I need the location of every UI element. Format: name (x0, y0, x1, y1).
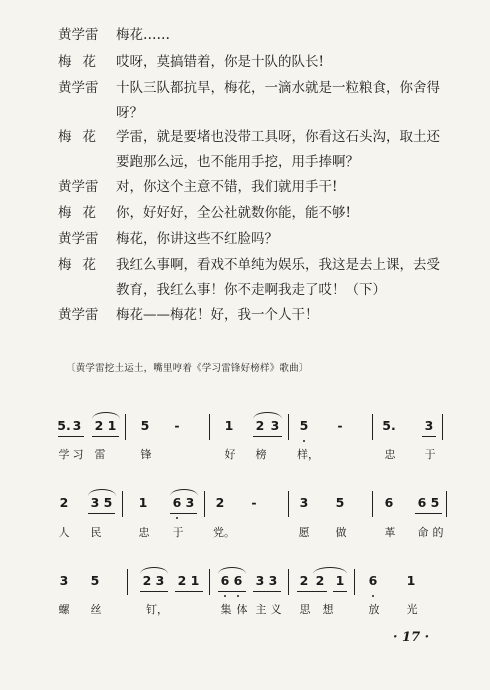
lyric-char: 命 (417, 526, 429, 539)
score-note: 1 (190, 573, 200, 588)
lyric-char: 榜 (255, 448, 267, 461)
speaker-name: 梅花 (58, 54, 107, 70)
score-note: 3 (299, 495, 309, 510)
score-note: 6 (172, 495, 182, 510)
bar-line (209, 414, 210, 440)
score-note: 3 (268, 573, 278, 588)
line-text: 哎呀，莫搞错着，你是十队的队长! (116, 54, 324, 70)
speaker-name: 黄学雷 (58, 231, 99, 247)
lyric-char: 习 (72, 448, 84, 461)
bar-line (354, 569, 355, 595)
lyric-char: 螺 (58, 603, 70, 616)
lyric-char: 人 (58, 526, 70, 539)
score-note: 2 (94, 418, 104, 433)
beam-line (253, 591, 281, 592)
lyric-char: 忠 (138, 526, 150, 539)
score-note: 2 (142, 573, 152, 588)
score-note: 5. (57, 418, 71, 433)
score-note: 3 (59, 573, 69, 588)
lyric-char: 愿 (298, 526, 310, 539)
beam-line (175, 591, 203, 592)
lyric-char: 集 (220, 603, 232, 616)
score-note: 3 (255, 573, 265, 588)
bar-line (288, 414, 289, 440)
bar-line (288, 569, 289, 595)
score-note: 3 (155, 573, 165, 588)
beam-line (92, 436, 119, 437)
lyric-char: 主 (255, 603, 267, 616)
score-note: 5 (335, 495, 345, 510)
lyric-char: 思 (299, 603, 311, 616)
lyric-char: 革 (384, 526, 396, 539)
lyric-char: 好 (224, 448, 236, 461)
bar-line (122, 491, 123, 517)
score-note: 2 (299, 573, 309, 588)
score-note: 2 (255, 418, 265, 433)
speaker-name: 黄学雷 (58, 80, 99, 96)
low-octave-dot (224, 595, 226, 597)
low-octave-dot (176, 517, 178, 519)
lyric-char: 党。 (213, 526, 235, 539)
bar-line (446, 491, 447, 517)
line-text: 梅花…… (116, 27, 170, 43)
bar-line (127, 569, 128, 595)
lyric-char: 于 (172, 526, 184, 539)
bar-line (288, 491, 289, 517)
bar-line (204, 491, 205, 517)
lyric-char: 钉， (146, 603, 168, 616)
bar-line (372, 491, 373, 517)
slur-mark (253, 412, 282, 419)
beam-line (218, 591, 246, 592)
line-text: 我红么事啊，看戏不单纯为娱乐，我这是去上课，去受 教育，我红么事！你不走啊我走了哎！（下） (116, 257, 440, 298)
line-text: 梅花，你讲这些不红脸吗？ (116, 231, 278, 247)
score-note: - (251, 495, 257, 510)
lyric-char: 忠 (384, 448, 396, 461)
bar-line (125, 414, 126, 440)
score-note: 3 (270, 418, 280, 433)
lyric-char: 想 (322, 603, 334, 616)
score-note: 2 (215, 495, 225, 510)
lyric-char: 的 (432, 526, 444, 539)
score-note: 1 (138, 495, 148, 510)
score-note: 6 (220, 573, 230, 588)
lyric-char: 于 (424, 448, 436, 461)
score-note: 6 (384, 495, 394, 510)
low-octave-dot (303, 440, 305, 442)
slur-mark (218, 567, 246, 574)
speaker-name: 黄学雷 (58, 179, 99, 195)
score-note: 3 (424, 418, 434, 433)
beam-line (170, 513, 197, 514)
score-note: 5 (90, 573, 100, 588)
beam-line (333, 591, 347, 592)
slur-mark (170, 489, 198, 496)
line-text: 梅花——梅花！好，我一个人干！ (116, 307, 319, 323)
lyric-char: 做 (335, 526, 347, 539)
lyric-char: 光 (406, 603, 418, 616)
score-note: 3 (72, 418, 82, 433)
page-number: · 17 · (393, 630, 430, 645)
score-note: - (174, 418, 180, 433)
score-note: 6 (417, 495, 427, 510)
speaker-name: 梅花 (58, 129, 107, 145)
bar-line (372, 414, 373, 440)
score-note: 2 (177, 573, 187, 588)
lyric-char: 放 (368, 603, 380, 616)
score-note: 1 (107, 418, 117, 433)
score-note: 6 (233, 573, 243, 588)
score-note: 3 (90, 495, 100, 510)
speaker-name: 梅花 (58, 257, 107, 273)
lyric-char: 锋 (140, 448, 152, 461)
beam-line (58, 436, 84, 437)
beam-line (415, 513, 442, 514)
bar-line (209, 569, 210, 595)
speaker-name: 黄学雷 (58, 27, 99, 43)
slur-mark (88, 489, 116, 496)
bar-line (442, 414, 443, 440)
line-text: 对，你这个主意不错，我们就用手干! (116, 179, 338, 195)
slur-mark (140, 567, 168, 574)
beam-line (140, 591, 168, 592)
line-text: 学雷，就是要堵也没带工具呀，你看这石头沟，取土还 要跑那么远，也不能用手挖，用手捧啊？ (116, 129, 440, 170)
low-octave-dot (372, 595, 374, 597)
score-note: 5 (140, 418, 150, 433)
score-note: 5 (430, 495, 440, 510)
slur-mark (313, 567, 347, 574)
score-note: 1 (335, 573, 345, 588)
lyric-char: 雷 (94, 448, 106, 461)
lyric-char: 体 (236, 603, 248, 616)
beam-line (297, 591, 327, 592)
score-note: 6 (368, 573, 378, 588)
beam-line (422, 436, 436, 437)
score-note: 1 (406, 573, 416, 588)
score-note: - (337, 418, 343, 433)
lyric-char: 丝 (90, 603, 102, 616)
lyric-char: 样， (297, 448, 319, 461)
score-note: 5 (299, 418, 309, 433)
stage-direction: 〔黄学雷挖土运土，嘴里哼着《学习雷锋好榜样》歌曲〕 (66, 363, 309, 374)
beam-line (253, 436, 282, 437)
speaker-name: 梅花 (58, 205, 107, 221)
lyric-char: 义 (270, 603, 282, 616)
speaker-name: 黄学雷 (58, 307, 99, 323)
beam-line (88, 513, 115, 514)
score-note: 1 (224, 418, 234, 433)
low-octave-dot (237, 595, 239, 597)
score-note: 5. (382, 418, 396, 433)
score-note: 2 (59, 495, 69, 510)
score-note: 3 (185, 495, 195, 510)
slur-mark (92, 412, 120, 419)
lyric-char: 学 (58, 448, 70, 461)
score-note: 2 (315, 573, 325, 588)
line-text: 你，好好好，全公社就数你能，能不够! (116, 205, 351, 221)
score-note: 5 (103, 495, 113, 510)
lyric-char: 民 (90, 526, 102, 539)
line-text: 十队三队都抗旱，梅花，一滴水就是一粒粮食，你舍得 呀？ (116, 80, 440, 121)
